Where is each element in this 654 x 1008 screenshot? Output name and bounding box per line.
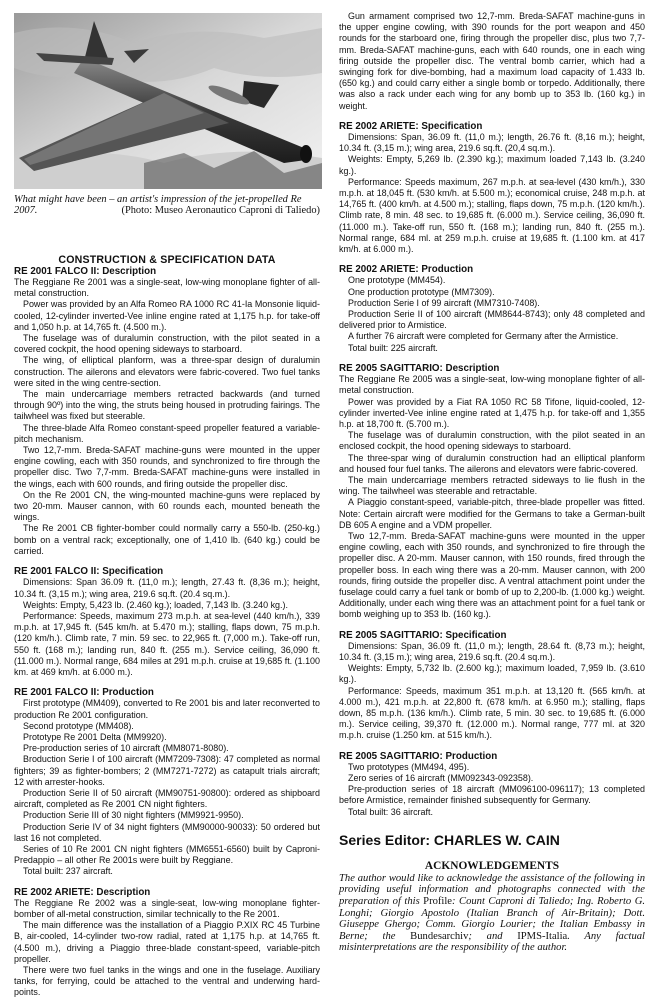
section-heading: RE 2005 SAGITTARIO: Production [339,750,498,762]
section-paragraph: The three-blade Alfa Romeo constant-speed propeller featured a variable-pitch mechanism. [14,422,320,444]
section-paragraph: Pre-production series of 18 aircraft (MM096100-096117); 13 completed before Armistice, remainder finished subsequently for Germany. [339,784,645,806]
section-paragraph: The Reggiane Re 2002 was a single-seat, low-wing monoplane fighter-bomber of all-metal construction, similar technically to the Re 2001. [14,897,320,919]
section-paragraph: Power was provided by an Alfa Romeo RA 1000 RC 41-Ia Monsonie liquid-cooled, 12-cylinder inverted-Vee inline engine rated at 1,175 h.p. for take-off and 1,050 h.p. at 14,765 ft. (4.500 m.). [14,299,320,332]
caption-text: What might have been – an artist's impression of the jet-propelled Re 2007. [14,194,302,217]
spec-section [339,264,645,354]
section-heading: RE 2002 ARIETE: Production [339,264,474,276]
section-paragraph: One production prototype (MM7309). [348,286,495,297]
ack-bundesarchiv: Bundesarchiv [410,930,469,942]
right-text-flow [339,11,645,818]
section-heading: RE 2001 FALCO II: Description [14,265,157,277]
acknowledgements-text [339,873,645,954]
ack-ipms: IPMS-Italia [517,930,568,942]
ack-text-part: ; and [468,930,518,942]
figure-caption [14,194,320,217]
section-paragraph: The main undercarriage members retracted sideways to lie flush in the wing. The tailwheel was steerable and retractable. [339,474,645,497]
section-paragraph: Power was provided by a Fiat RA 1050 RC 58 Tifone, liquid-cooled, 12-cylinder inverted-Vee inline engine rated at 1,475 h.p. for take-off and 1,355 h.p. at 18,700 ft. (5.700 m.). [339,396,645,429]
acknowledgements-title: ACKNOWLEDGEMENTS [424,859,560,872]
main-title: CONSTRUCTION & SPECIFICATION DATA [58,253,276,266]
ack-text-part: . Any factual misinterpretations are the responsibility of the author. [339,930,646,954]
ack-text-part: : Count Caproni di Taliedo; Ing. Roberto G. Longhi; Giorgio Apostolo (Italian Branch of Air-Britain); Dott. Giuseppe Ghergo; Comm. Giorgio Lourier; the Italian Embassy in Berne; the [339,896,645,942]
section-paragraph: The Reggiane Re 2001 was a single-seat, low-wing monoplane fighter of all-metal construction. [14,277,320,299]
section-paragraph: Total built: 225 aircraft. [348,342,438,353]
section-paragraph: The fuselage was of duralumin construction, with the pilot seated in an enclosed cockpit, the hood opening sideways to starboard. [339,430,645,452]
section-paragraph: A Piaggio constant-speed, variable-pitch, three-blade propeller was fitted. Note: Certain aircraft were modified for the Germans to take a German-built DB 605 A engine and a VDM propeller. [339,497,645,530]
section-paragraph: The main undercarriage members retracted backwards (and turned through 90º) into the wing, the struts being housed in protruding fairings. The tailwheel was fixed but steerable. [14,389,320,422]
spec-section [14,687,320,877]
section-paragraph: Weights: Empty, 5,732 lb. (2.600 kg.); maximum loaded, 7,959 lb. (3.610 kg.). [339,663,645,685]
section-paragraph: The Reggiane Re 2005 was a single-seat, low-wing monoplane fighter of all-metal construction. [339,374,645,396]
section-paragraph: Series of 10 Re 2001 CN night fighters (MM6551-6560) built by Caproni-Predappio – all other Re 2001s were built by Reggiane. [14,843,320,866]
section-paragraph: One prototype (MM454). [348,275,446,286]
section-heading: RE 2001 FALCO II: Production [14,687,154,699]
section-paragraph: The Re 2001 CB fighter-bomber could normally carry a 550-lb. (250-kg.) bomb on a ventral rack; exceptionally, one of 1,410 lb. (640 kg.) could be carried. [14,523,320,556]
section-heading: RE 2002 ARIETE: Description [14,886,151,898]
section-paragraph: Total built: 237 aircraft. [23,866,113,877]
section-heading: RE 2005 SAGITTARIO: Description [339,362,500,374]
section-paragraph: Production Serie I of 99 aircraft (MM7310-7408). [348,297,540,308]
section-paragraph: On the Re 2001 CN, the wing-mounted machine-guns were replaced by two 20-mm. Mauser cannon, with 60 rounds each, mounted beneath the wings. [14,489,320,523]
section-paragraph: Performance: Speeds, maximum 273 m.p.h. at sea-level (440 km/h.), 339 m.p.h. at 17,945 ft. (545 km/h. at 5.470 m.); stalling, flaps down, 75 m.p.h. (120 km/h.). Climb rate, 7 min. 59 sec. to 22,965 ft. (7,000 m.). Take-off run, 550 ft. (168 m.); landing run, 840 ft. (255 m.). Service ceiling, 36,090 ft. (11.000 m.). Normal range, 684 miles at 291 m.p.h. cruise at 19,685 ft. (1.100 km. at 469 km/h. at 6.000 m.). [14,610,320,677]
section-paragraph: Production Serie III of 30 night fighters (MM9921-9950). [23,810,244,821]
section-paragraph: Gun armament comprised two 12,7-mm. Breda-SAFAT machine-guns in the upper engine cowling, with 390 rounds for the port weapon and 450 rounds for the starboard one, firing through the propeller disc, plus two 7,7-mm. Breda-SAFAT machine-guns, each with 640 rounds, one in each wing firing outside the propeller disc. The ventral bomb carrier, which had a swinging fork for dive-bombing, had a maximum load capacity of 1.433 lb. (650 kg.) and could carry either a single bomb or torpedo. Additionally, there was also a rack under each wing for any bomb up to 353 lb. (160 kg.) in weight. [339,11,645,111]
ack-text-part: The author would like to acknowledge the assistance of the following in providing useful information and photographs connected with the preparation of this [339,872,645,907]
section-paragraph: There were two fuel tanks in the wings and one in the fuselage. Auxiliary tanks, for ferrying, could be attached to the ventral and underwing hard-points. [14,965,320,998]
ack-profile: Profile [423,896,453,907]
section-paragraph: Production Serie II of 100 aircraft (MM8644-8743); only 48 completed and delivered prior to Armistice. [339,309,645,331]
jet-aircraft-illustration [14,13,322,189]
section-paragraph: Dimensions: Span, 36.09 ft. (11,0 m.); length, 26.76 ft. (8,16 m.); height, 10.34 ft. (3,15 m.); wing area, 219.6 sq.ft. (20,4 sq.m.). [339,132,645,154]
section-paragraph: The fuselage was of duralumin construction, with the pilot seated in a covered cockpit, the hood opening sideways to starboard. [14,333,320,355]
section-paragraph: Two prototypes (MM494, 495). [348,761,470,772]
spec-section [339,363,645,621]
section-paragraph: Prototype Re 2001 Delta (MM9920). [23,731,167,742]
section-paragraph: Production Serie IV of 34 night fighters (MM90000-90033): 50 ordered but last 16 not completed. [14,821,320,843]
section-paragraph: The three-spar wing of duralumin construction had an elliptical planform and housed four fuel tanks. The ailerons and elevators were fabric-covered. [339,452,645,474]
section-paragraph: Total built: 36 aircraft. [348,806,433,817]
section-paragraph: Second prototype (MM408). [23,720,134,731]
section-paragraph: First prototype (MM409), converted to Re 2001 bis and later reconverted to production Re 2001 configuration. [14,698,320,720]
section-paragraph: Broduction Serie I of 100 aircraft (MM7209-7308): 47 completed as normal fighters; 39 as fighter-bombers; 2 (MM7271-7272) as catapult trials aircraft; 12 with arrester-hooks. [14,754,320,787]
section-paragraph: Dimensions: Span, 36.09 ft. (11,0 m.); length, 28.64 ft. (8,73 m.); height, 10.34 ft. (3,15 m.); wing area, 219.6 sq.ft. (20.4 sq.m.). [339,640,645,662]
re2007-jet-drawing-icon [14,13,322,189]
left-text-flow [14,266,320,999]
section-paragraph: Performance: Speeds, maximum 351 m.p.h. at 13,120 ft. (565 km/h. at 4.000 m.), 421 m.p.h. at 22,800 ft. (678 km/h. at 6.950 m.); stalling, flaps down, 85 m.p.h. (136 km/h.). Climb rate, 5 min. 30 sec. to 19,685 ft. (6.000 m.). Service ceiling, 39,370 ft. (12.000 m.). Normal range, 777 ml. at 320 m.p.h. cruise (1.250 km. at 515 km/h.). [339,685,645,741]
photo-credit: (Photo: Museo Aeronautico Caproni di Taliedo) [121,205,320,217]
section-paragraph: The main difference was the installation of a Piaggio P.XIX RC 45 Turbine B, air-cooled, 14-cylinder two-row radial, rated at 1,175 h.p. at 14,765 ft. (4.500 m.), driving a Piaggio three-blade constant-speed, variable-pitch propeller. [14,920,320,964]
section-paragraph: Two 12,7-mm. Breda-SAFAT machine-guns were mounted in the upper engine cowling, each with 350 rounds, and synchronized to fire through the propeller disc. A 20-mm. Mauser cannon, with 150 rounds, fired through the propeller boss. In each wing there was a 20-mm. Mauser cannon, with 200 rounds, firing outside the propeller disc. A ventral attachment point under the fuselage could carry a fuel tank or bomb of up to 2,200-lb. (1.000 kg.) weight. Additionally, under each wing there was an attachment point for a fuel tank or bomb weighing up to 353 lb. (160 kg.). [339,530,645,620]
section-heading: RE 2001 FALCO II: Specification [14,566,164,578]
spec-section [14,887,320,999]
section-paragraph: Performance: Speeds maximum, 267 m.p.h. at sea-level (430 km/h.), 330 m.p.h. at 18,045 ft. (530 km/h. at 5.500 m.); economical cruise, 248 m.p.h. at 14,765 ft. (400 km/h. at 4.500 m.); stalling, flaps down, 75 m.p.h. (120 km/h.). Climb rate, 8 min. 48 sec. to 19,685 ft. (6.000 m.). Service ceiling, 36,090 ft. (11.000 m.). Take-off run, 550 ft. (168 m.); landing run, 840 ft. (255 m.). Normal range, 684 ml. at 259 m.p.h. cruise at 19,685 ft. (1.100 km. at 417 km/h. at 6.000 m.). [339,176,645,255]
section-paragraph: Production Serie II of 50 aircraft (MM90751-90800): ordered as shipboard aircraft, completed as Re 2001 CN night fighters. [14,787,320,810]
spec-section [339,121,645,255]
spec-section [339,11,645,112]
spec-section [14,266,320,557]
section-paragraph: A further 76 aircraft were completed for Germany after the Armistice. [348,331,619,342]
section-heading: RE 2005 SAGITTARIO: Specification [339,629,507,641]
series-editor: Series Editor: CHARLES W. CAIN [339,831,560,848]
spec-section [14,566,320,678]
spec-section [339,630,645,742]
section-paragraph: The wing, of elliptical planform, was a three-spar design of duralumin construction. The ailerons and elevators were fabric-covered. Two fuel tanks were sited in the wing centre-section. [14,355,320,388]
section-paragraph: Weights: Empty, 5,269 lb. (2.390 kg.); maximum loaded 7,143 lb. (3.240 kg.). [339,154,645,176]
section-paragraph: Zero series of 16 aircraft (MM092343-092358). [348,773,534,783]
section-heading: RE 2002 ARIETE: Specification [339,120,483,132]
section-paragraph: Pre-production series of 10 aircraft (MM8071-8080). [23,743,229,754]
spec-section [339,751,645,818]
left-column [14,0,320,1008]
section-paragraph: Two 12,7-mm. Breda-SAFAT machine-guns were mounted in the upper engine cowling, each with 350 rounds, and synchronized to fire through the propeller disc. Two 7,7-mm. Breda-SAFAT machine-guns were installed in the wings, each with 600 rounds, and firing outside the propeller disc. [14,445,320,489]
section-paragraph: Dimensions: Span 36.09 ft. (11,0 m.); length, 27.43 ft. (8,36 m.); height, 10.34 ft. (3,15 m.); wing area, 219.6 sq.ft. (20.4 sq.m.). [14,577,320,599]
section-paragraph: Weights: Empty, 5,423 lb. (2.460 kg.); loaded, 7,143 lb. (3.240 kg.). [23,599,288,610]
right-column [339,0,645,954]
